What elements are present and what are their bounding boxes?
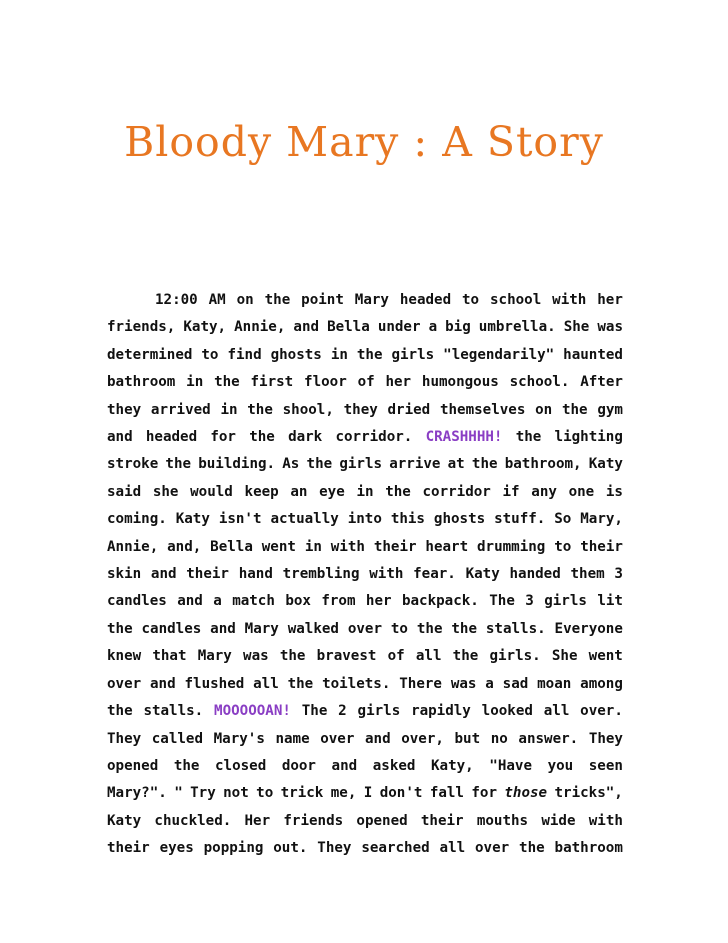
story-word: out. (273, 840, 308, 857)
story-word: called (151, 730, 204, 747)
story-word: was (597, 319, 623, 336)
story-word: trembling (282, 566, 360, 583)
story-word: in (304, 538, 322, 555)
story-word: this (390, 511, 425, 528)
story-word: drumming (477, 538, 546, 555)
story-word: isn't (218, 511, 262, 528)
story-word: under (377, 319, 421, 336)
story-line (107, 451, 623, 478)
story-word: friends, (107, 319, 176, 336)
story-word: ghosts (433, 511, 486, 528)
sound-effect: CRASHHHH! (425, 429, 503, 446)
story-word: Katy (107, 812, 142, 829)
story-word: of (387, 648, 405, 665)
story-word: the (306, 456, 333, 473)
story-word: the (561, 401, 588, 418)
story-word: with (330, 538, 365, 555)
story-word: an (290, 483, 308, 500)
story-word: was (243, 648, 269, 665)
story-line (107, 753, 623, 780)
story-word: and (331, 757, 358, 774)
story-word: over, (401, 730, 444, 747)
story-word: themselves (439, 401, 526, 418)
story-word: shool, (282, 401, 334, 418)
story-word: Mary (244, 620, 279, 637)
story-word: There (399, 675, 442, 692)
story-word: Mary, (580, 511, 623, 528)
story-word: for (210, 429, 236, 446)
story-word: I (363, 785, 373, 802)
story-line (107, 287, 623, 314)
story-word: 2 (338, 703, 347, 720)
story-word: with (588, 812, 623, 829)
story-word: ghosts (270, 346, 322, 363)
story-word: corridor (422, 483, 491, 500)
story-word: match (232, 593, 275, 610)
story-word: bathroom, (504, 456, 582, 473)
story-word: 12:00 (155, 292, 198, 308)
story-word: seen (588, 757, 623, 774)
story-word: any (531, 483, 557, 500)
story-word: to (554, 538, 572, 555)
story-word: in (356, 483, 374, 500)
story-body (107, 287, 623, 863)
story-word: find (227, 346, 262, 363)
story-word: they (343, 401, 378, 418)
story-word: over. (580, 703, 623, 720)
story-word: Mary?". (107, 785, 167, 802)
story-word: They (317, 840, 352, 857)
story-line (107, 561, 623, 588)
sound-effect: MOOOOOAN! (214, 703, 291, 720)
story-word: actually (270, 511, 339, 528)
story-word: backpack. (401, 593, 479, 610)
story-line (107, 588, 623, 615)
story-word: one (568, 483, 595, 500)
story-word: sad (502, 675, 529, 692)
story-word: friends (283, 812, 344, 829)
story-word: no (490, 730, 508, 747)
story-word: headed (145, 429, 198, 446)
story-line (107, 726, 623, 753)
story-word: gym (597, 401, 623, 418)
story-word: headed (399, 292, 452, 308)
story-word: that (152, 648, 187, 665)
story-word: on (535, 401, 553, 418)
story-word: all (253, 675, 279, 692)
story-word: knew (107, 648, 142, 665)
story-word: the (451, 620, 477, 637)
story-word: school. (509, 374, 570, 391)
story-word: said (107, 483, 142, 500)
story-word: bathroom (107, 374, 176, 391)
story-word: candles (107, 593, 167, 610)
story-word: Annie, (107, 538, 159, 555)
story-word: over (320, 730, 355, 747)
story-word: fear. (413, 566, 456, 583)
story-word: the (279, 648, 306, 665)
story-word: Katy (588, 456, 623, 473)
story-word: in (220, 401, 238, 418)
story-word: dark (288, 429, 323, 446)
story-word: the (471, 456, 498, 473)
story-word: and (107, 429, 133, 446)
story-word: handed (509, 566, 561, 583)
story-word: She (551, 648, 578, 665)
story-word: among (580, 675, 623, 692)
story-word: girls (391, 346, 435, 363)
story-word: to (462, 292, 480, 308)
story-word: humongous (421, 374, 499, 391)
story-word: moan (537, 675, 572, 692)
story-word: closed (215, 757, 267, 774)
story-word: After (580, 374, 623, 391)
story-word: Try (190, 785, 216, 802)
story-line (107, 671, 623, 698)
story-word: on (236, 292, 254, 308)
story-word: stroke (107, 456, 159, 473)
story-word: trick (280, 785, 324, 802)
story-word: girls (357, 703, 401, 720)
story-word: is (605, 483, 623, 500)
story-word: heart (425, 538, 469, 555)
story-word: skin (107, 566, 142, 583)
story-word: girls (544, 593, 587, 610)
story-word: the (264, 292, 291, 308)
story-word: fall (429, 785, 464, 802)
story-word: the (107, 620, 133, 637)
story-word: all (415, 648, 442, 665)
story-word: with (369, 566, 404, 583)
story-word: girls. (489, 648, 541, 665)
story-word: was (450, 675, 477, 692)
story-word: Her (244, 812, 271, 829)
story-word: the (247, 401, 273, 418)
story-word: if (502, 483, 520, 500)
story-line (107, 808, 623, 835)
story-word: and (150, 675, 176, 692)
story-word: corridor. (335, 429, 413, 446)
story-word: Bella (210, 538, 253, 555)
story-word: first (250, 374, 294, 391)
story-word: wide (541, 812, 576, 829)
story-word: stuff. (494, 511, 546, 528)
page-title: Bloody Mary : A Story (124, 118, 604, 166)
story-word: rapidly (411, 703, 471, 720)
story-word: Annie, (234, 319, 286, 336)
story-word: their (580, 538, 623, 555)
story-word: but (454, 730, 481, 747)
story-word: the (107, 703, 133, 720)
story-word: her (385, 374, 412, 391)
story-word: the (452, 648, 479, 665)
emphasis-word: those (504, 785, 548, 802)
story-line (107, 314, 623, 341)
story-line (107, 479, 623, 506)
story-word: me, (330, 785, 357, 802)
story-word: box (285, 593, 311, 610)
story-word: bathroom (554, 840, 623, 857)
story-word: Mary's (213, 730, 265, 747)
story-word: with (552, 292, 587, 308)
story-word: toilets. (322, 675, 391, 692)
story-word: the (356, 346, 383, 363)
story-word: flushed (184, 675, 245, 692)
story-word: stalls. (143, 703, 204, 720)
story-word: eye (319, 483, 345, 500)
story-line (107, 369, 623, 396)
story-word: looked (481, 703, 533, 720)
story-word: she (152, 483, 179, 500)
story-word: to (201, 346, 219, 363)
story-word: and (293, 319, 320, 336)
story-word: AM (208, 292, 226, 308)
story-word: them (570, 566, 605, 583)
story-word: The (489, 593, 515, 610)
story-word: eyes (159, 840, 194, 857)
story-word: mouths (476, 812, 529, 829)
story-word: chuckled. (154, 812, 232, 829)
story-word: at (447, 456, 465, 473)
story-word: coming. (107, 511, 167, 528)
story-word: their (107, 840, 150, 857)
story-word: Katy (465, 566, 500, 583)
story-word: over (107, 675, 142, 692)
story-line (107, 835, 623, 862)
story-word: hand (238, 566, 273, 583)
story-word: a (485, 675, 494, 692)
story-word: Mary (197, 648, 232, 665)
story-word: 3 (525, 593, 534, 610)
story-word: umbrella. (478, 319, 556, 336)
story-word: the (515, 429, 542, 446)
story-word: So (554, 511, 572, 528)
story-word: 3 (614, 566, 623, 583)
story-word: She (563, 319, 590, 336)
story-word: They (588, 730, 623, 747)
story-line (107, 506, 623, 533)
story-line (107, 534, 623, 561)
story-word: and (210, 620, 236, 637)
story-word: opened (107, 757, 159, 774)
story-word: walked (287, 620, 339, 637)
story-word: into (347, 511, 382, 528)
story-line (107, 616, 623, 643)
story-word: in (186, 374, 204, 391)
story-word: door (281, 757, 316, 774)
story-word: building. (198, 456, 276, 473)
story-word: keep (244, 483, 279, 500)
story-word: to (390, 620, 408, 637)
story-word: popping (203, 840, 264, 857)
story-line (107, 424, 623, 451)
story-word: opened (356, 812, 408, 829)
story-word: lit (597, 593, 623, 610)
story-word: all (439, 840, 466, 857)
story-word: they (107, 401, 142, 418)
story-word: over (347, 620, 383, 637)
story-word: for (471, 785, 497, 802)
story-word: her (597, 292, 623, 308)
story-word: "legendarily" (443, 346, 555, 363)
story-word: big (445, 319, 471, 336)
story-word: the (214, 374, 240, 391)
story-word: and, (167, 538, 202, 555)
story-word: you (547, 757, 574, 774)
story-word: arrive (389, 456, 441, 473)
story-word: of (357, 374, 375, 391)
story-word: searched (361, 840, 430, 857)
story-line (107, 780, 623, 807)
story-word: tricks", (554, 785, 623, 802)
story-word: don't (379, 785, 423, 802)
story-word: school (490, 292, 542, 308)
story-word: Bella (327, 319, 370, 336)
story-word: over (475, 840, 510, 857)
story-word: not (223, 785, 249, 802)
story-word: a (213, 593, 222, 610)
story-word: girls (339, 456, 383, 473)
story-word: Katy (175, 511, 210, 528)
story-word: the (173, 757, 200, 774)
story-word: the (416, 620, 443, 637)
story-word: and (177, 593, 203, 610)
story-word: her (365, 593, 392, 610)
story-word: went (588, 648, 623, 665)
story-word: dried (387, 401, 431, 418)
story-word: the (249, 429, 275, 446)
story-word: all (543, 703, 570, 720)
story-word: Katy, (431, 757, 474, 774)
story-word: in (330, 346, 348, 363)
story-word: their (186, 566, 229, 583)
story-word: bravest (316, 648, 377, 665)
story-word: floor (304, 374, 347, 391)
story-word: would (190, 483, 233, 500)
story-word: Mary (354, 292, 389, 308)
story-word: "Have (489, 757, 533, 774)
story-word: from (321, 593, 356, 610)
story-word: stalls. (485, 620, 546, 637)
story-word: the (385, 483, 411, 500)
story-word: answer. (518, 730, 579, 747)
story-word: to (256, 785, 274, 802)
story-word: The (301, 703, 328, 720)
story-line (107, 643, 623, 670)
story-word: point (301, 292, 344, 308)
story-word: Everyone (554, 620, 623, 637)
story-word: arrived (150, 401, 211, 418)
story-word: determined (107, 346, 193, 363)
story-word: Katy, (183, 319, 227, 336)
story-word: went (261, 538, 296, 555)
story-word: the (165, 456, 192, 473)
story-word: and (150, 566, 177, 583)
story-word: haunted (563, 346, 623, 363)
story-word: candles (141, 620, 202, 637)
story-word: the (519, 840, 545, 857)
story-word: the (287, 675, 314, 692)
story-word: a (428, 319, 438, 336)
story-line (107, 698, 623, 725)
story-word: " (174, 785, 183, 802)
story-word: lighting (554, 429, 623, 446)
story-word: They (107, 730, 142, 747)
story-word: their (420, 812, 464, 829)
story-word: their (373, 538, 417, 555)
story-line (107, 342, 623, 369)
story-line (107, 397, 623, 424)
story-word: name (275, 730, 310, 747)
story-word: As (282, 456, 300, 473)
story-word: and (364, 730, 391, 747)
story-word: asked (372, 757, 416, 774)
